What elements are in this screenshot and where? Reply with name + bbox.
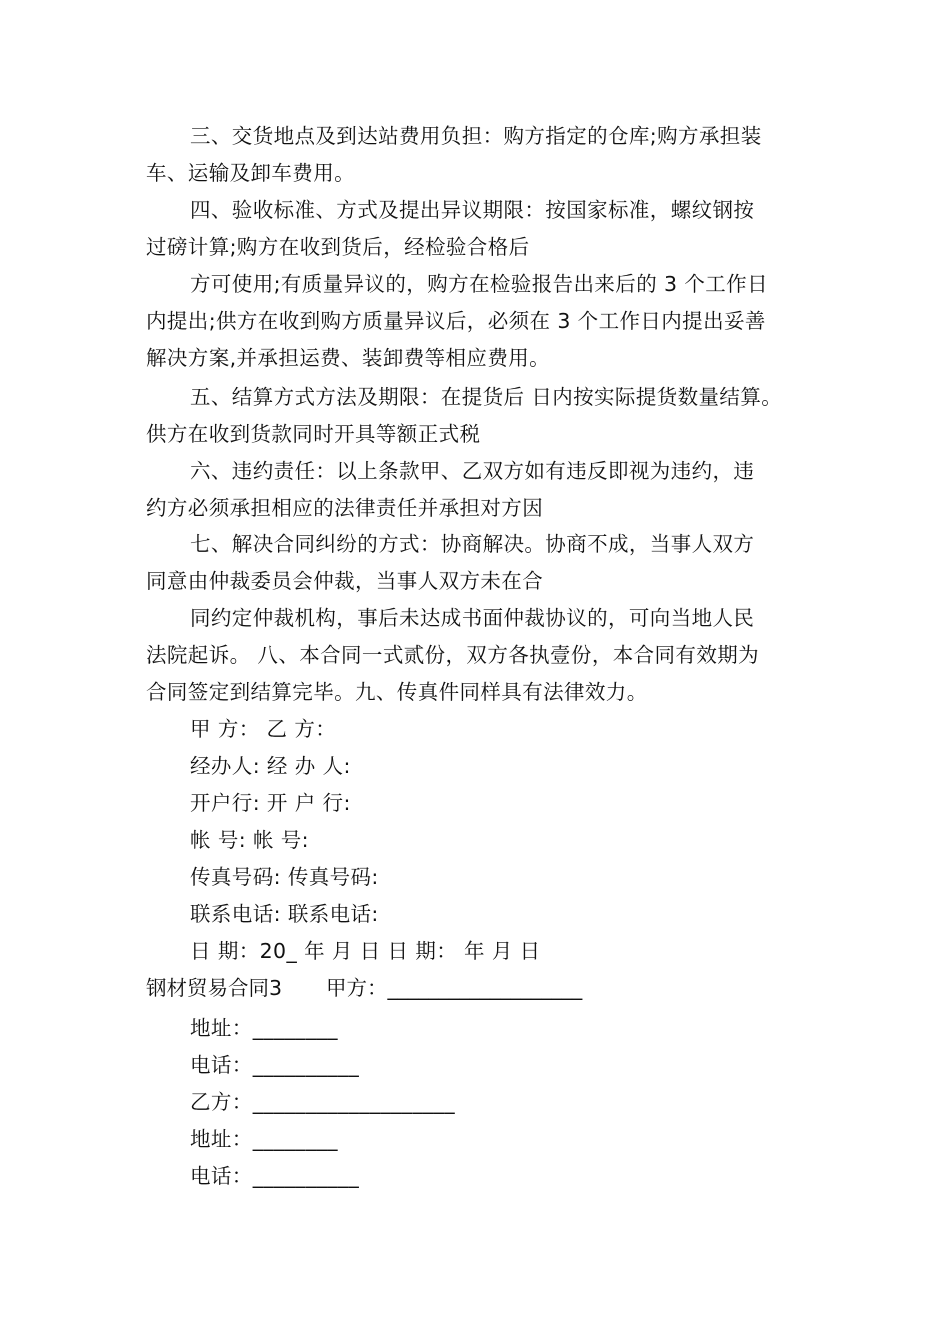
signature-field-line: 甲 方： 乙 方： (190, 717, 337, 741)
text-line: 内提出;供方在收到购方质量异议后，必须在 3 个工作日内提出妥善 (146, 309, 766, 333)
text-line: 同约定仲裁机构，事后未达成书面仲裁协议的，可向当地人民 (190, 606, 755, 630)
text-line: 供方在收到货款同时开具等额正式税 (146, 422, 481, 446)
phone-field: 电话：__________ (190, 1164, 360, 1188)
text-line: 过磅计算;购方在收到货后，经检验合格后 (146, 235, 530, 259)
signature-field-line: 经办人: 经 办 人: (190, 754, 351, 778)
text-line: 合同签定到结算完毕。九、传真件同样具有法律效力。 (146, 680, 648, 704)
contract-3-heading-line (146, 970, 582, 1007)
party-a-field: 甲方：___________________ (326, 976, 583, 1000)
phone-field: 电话：__________ (190, 1053, 360, 1077)
text-line: 车、运输及卸车费用。 (146, 161, 355, 185)
text-line: 解决方案,并承担运费、装卸费等相应费用。 (146, 346, 551, 370)
text-line: 六、违约责任：以上条款甲、乙双方如有违反即视为违约，违 (190, 459, 755, 483)
party-b-field: 乙方：___________________ (190, 1090, 456, 1114)
address-field: 地址：________ (190, 1127, 338, 1151)
signature-field-line: 帐 号: 帐 号: (190, 828, 309, 852)
text-line: 四、验收标准、方式及提出异议期限：按国家标准，螺纹钢按 (190, 198, 755, 222)
signature-field-line: 传真号码: 传真号码: (190, 865, 379, 889)
date-line: 日 期：20_ 年 月 日 日 期： 年 月 日 (190, 939, 541, 963)
text-line: 约方必须承担相应的法律责任并承担对方因 (146, 496, 544, 520)
text-line: 法院起诉。 八、本合同一式贰份，双方各执壹份，本合同有效期为 (146, 643, 760, 667)
text-line: 七、解决合同纠纷的方式：协商解决。协商不成，当事人双方 (190, 532, 755, 556)
text-line: 三、交货地点及到达站费用负担：购方指定的仓库;购方承担装 (190, 124, 762, 148)
text-line: 方可使用;有质量异议的，购方在检验报告出来后的 3 个工作日 (190, 272, 768, 296)
address-field: 地址：________ (190, 1016, 338, 1040)
text-line: 同意由仲裁委员会仲裁，当事人双方未在合 (146, 569, 544, 593)
contract-3-title: 钢材贸易合同3 (146, 976, 283, 1000)
signature-field-line: 联系电话: 联系电话: (190, 902, 379, 926)
text-line: 五、结算方式方法及期限：在提货后 日内按实际提货数量结算。 (190, 385, 783, 409)
signature-field-line: 开户行: 开 户 行: (190, 791, 351, 815)
